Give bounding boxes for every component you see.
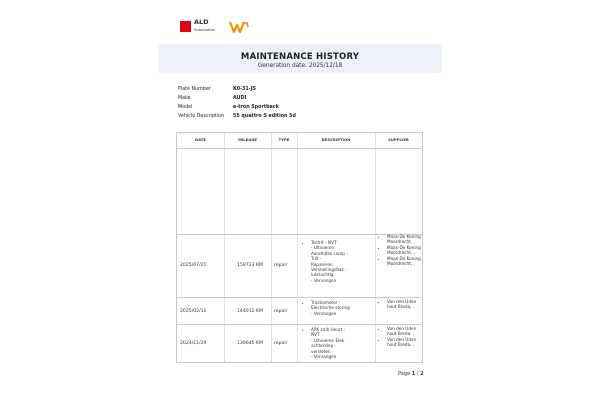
vehicle-row (178, 96, 296, 105)
ald-logo (194, 19, 215, 34)
header-description: DESCRIPTION (321, 137, 351, 142)
row-type: repair (274, 263, 288, 268)
column-divider (297, 133, 298, 362)
logo-sub: Automotive (194, 28, 215, 32)
description-line: Repareren (311, 261, 333, 267)
description-line: achterklep - (311, 343, 337, 349)
column-divider (224, 133, 225, 362)
leaseplan-logo-icon (228, 20, 250, 34)
maintenance-table (176, 132, 423, 363)
vehicle-value: e-tron Sportback (233, 105, 279, 110)
row-description (301, 300, 373, 316)
vehicle-info (178, 87, 296, 123)
column-divider (271, 133, 272, 362)
ald-logo-square (180, 21, 191, 32)
description-line: Aandrijfas comp - (311, 250, 348, 256)
page-label: Page (398, 371, 411, 377)
description-line: - Uitvoeren Elek (311, 337, 345, 343)
vehicle-value: AUDI (233, 96, 247, 101)
page-indicator (398, 371, 424, 377)
row-divider (177, 297, 422, 298)
row-date: 2025/02/11 (180, 309, 207, 314)
row-date: 2025/07/21 (180, 263, 207, 268)
description-line: • Testrit - NVT (311, 240, 373, 245)
row-mileage: 136645 KM (237, 341, 263, 346)
supplier-item: • Van den Uden hout Breda, , (387, 337, 422, 348)
row-supplier (377, 326, 422, 348)
supplier-item: • Van den Uden hout Breda, , (387, 299, 422, 310)
row-mileage: 144012 KM (237, 309, 263, 314)
row-supplier (377, 234, 422, 266)
row-date: 2024/11/29 (180, 341, 207, 346)
page-title: MAINTENANCE HISTORY (240, 52, 360, 62)
row-description (301, 327, 373, 359)
description-line: - Vervangen (311, 277, 337, 283)
description-line: - Uitvoeren (311, 245, 335, 251)
description-line: versleten (311, 348, 331, 354)
row-type: repair (274, 309, 288, 314)
vehicle-row (178, 87, 296, 96)
row-description (301, 240, 373, 283)
description-line: • APK zndr beurt - (311, 327, 373, 332)
vehicle-label: Vehicle Description (178, 114, 224, 119)
document-page (158, 0, 442, 400)
description-line: Versnellingsbak - (311, 267, 347, 273)
description-line: - Vervangen (311, 310, 337, 316)
vehicle-label: Make (178, 96, 191, 101)
header-supplier: SUPPLIER (388, 137, 409, 142)
row-mileage: 158723 KM (237, 263, 263, 268)
description-line: - Vervangen (311, 354, 337, 360)
description-line: Electrische storing (311, 305, 350, 311)
supplier-item: • Van den Uden hout Breda, , (387, 326, 422, 337)
description-line: NVT (311, 332, 320, 338)
header-mileage: MILEAGE (238, 137, 257, 142)
generation-date: Generation date: 2025/12/18 (257, 63, 343, 69)
header-type: TYPE (278, 137, 290, 142)
column-divider (375, 133, 376, 362)
header-date: DATE (195, 137, 206, 142)
row-divider (177, 148, 422, 149)
supplier-item: • Maas-De Koning Moordrecht, , (387, 245, 422, 256)
vehicle-value: K0-31-JS (233, 87, 256, 92)
description-line: Trilt - (311, 256, 322, 262)
vehicle-row (178, 105, 296, 114)
vehicle-label: Model (178, 105, 193, 110)
supplier-item: • Maas-De Koning Moordrecht, , (387, 234, 422, 245)
row-type: repair (274, 341, 288, 346)
logo-brand: ALD (194, 18, 209, 26)
page-separator: / (416, 371, 419, 377)
page-total: 2 (420, 371, 424, 377)
page-current: 1 (411, 371, 416, 377)
description-line: luidruchtig (311, 272, 334, 278)
row-supplier (377, 299, 422, 310)
row-divider (177, 324, 422, 325)
vehicle-row (178, 114, 296, 123)
supplier-item: • Maas-De Koning Moordrecht, , (387, 256, 422, 267)
vehicle-value: 55 quattro S edition 5d (233, 114, 296, 119)
description-line: • Tractiemotor - (311, 300, 373, 305)
vehicle-label: Plate Number (178, 87, 211, 92)
